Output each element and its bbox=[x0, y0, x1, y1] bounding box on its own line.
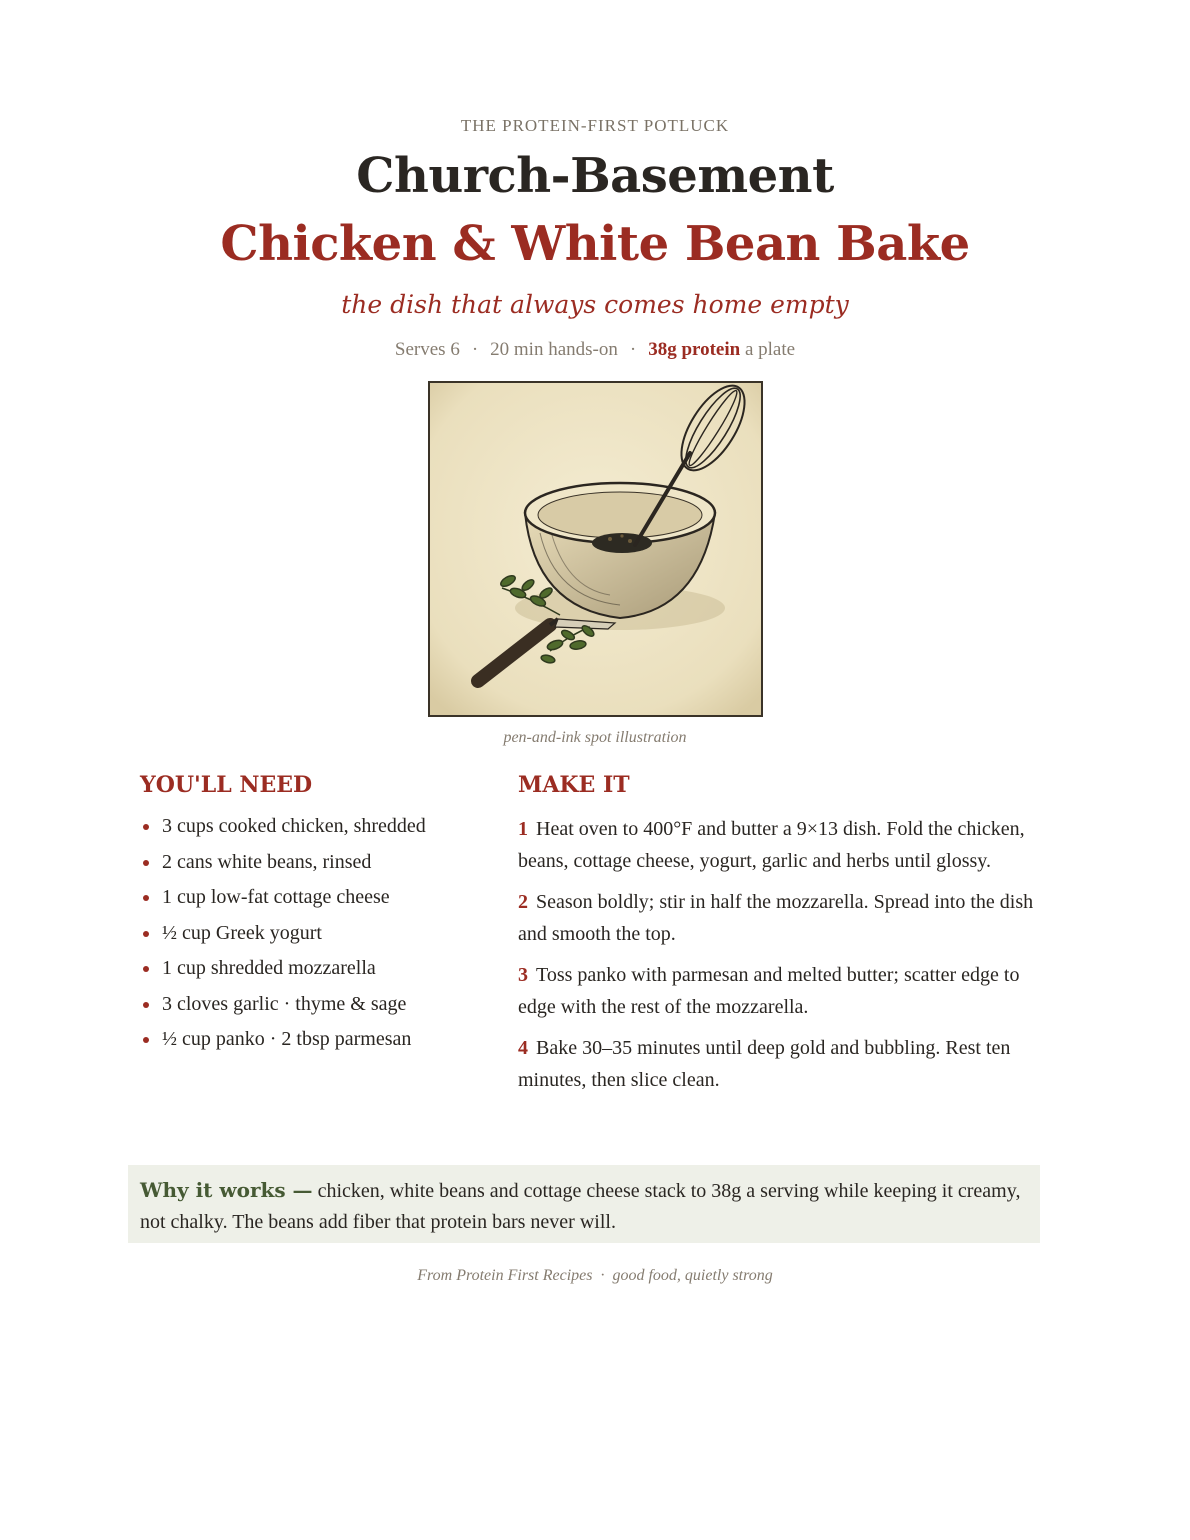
bullet-icon bbox=[143, 966, 149, 972]
step-text: Season boldly; stir in half the mozzarella. Spread into the dish and smooth the top. bbox=[518, 891, 1034, 945]
step bbox=[518, 887, 1038, 950]
step-number: 1 bbox=[518, 818, 528, 840]
step-number: 2 bbox=[518, 891, 528, 913]
mixing-bowl-whisk-icon bbox=[430, 383, 761, 715]
step bbox=[518, 960, 1038, 1023]
list-item bbox=[140, 1027, 480, 1051]
method-heading: MAKE IT bbox=[518, 772, 630, 798]
bullet-icon bbox=[143, 824, 149, 830]
ingredient-text: 1 cup low-fat cottage cheese bbox=[162, 886, 390, 908]
bullet-icon bbox=[143, 895, 149, 901]
ingredients-list bbox=[140, 814, 480, 1051]
ingredient-text: 1 cup shredded mozzarella bbox=[162, 957, 376, 979]
list-item bbox=[140, 921, 480, 945]
bullet-icon bbox=[143, 1002, 149, 1008]
list-item bbox=[140, 885, 480, 909]
protein-suffix: a plate bbox=[744, 339, 796, 360]
bullet-icon bbox=[143, 860, 149, 866]
why-text: chicken, white beans and cottage cheese stack to 38g a serving while keeping it creamy, not chalky. The beans add fiber that protein bars never will. bbox=[140, 1180, 1021, 1233]
hands-on-time: 20 min hands-on bbox=[490, 339, 618, 360]
serves: Serves 6 bbox=[394, 339, 460, 360]
meta-separator: · bbox=[629, 339, 637, 360]
tagline: the dish that always comes home empty bbox=[341, 290, 849, 319]
step-text: Bake 30–35 minutes until deep gold and bubbling. Rest ten minutes, then slice clean. bbox=[518, 1037, 1011, 1091]
ingredient-text: 3 cups cooked chicken, shredded bbox=[162, 815, 426, 837]
footer-source: From Protein First Recipes bbox=[417, 1267, 593, 1284]
list-item bbox=[140, 850, 480, 874]
bullet-icon bbox=[143, 931, 149, 937]
illustration-caption: pen-and-ink spot illustration bbox=[503, 729, 687, 746]
ingredient-text: ½ cup Greek yogurt bbox=[162, 921, 322, 944]
list-item bbox=[140, 814, 480, 838]
spot-illustration bbox=[428, 381, 763, 717]
bullet-icon bbox=[143, 1037, 149, 1043]
recipe-meta bbox=[0, 339, 1190, 361]
footer-motto: good food, quietly strong bbox=[612, 1267, 773, 1284]
step-text: Toss panko with parmesan and melted butter; scatter edge to edge with the rest of the mozzarella. bbox=[518, 964, 1020, 1018]
ingredients-section bbox=[140, 770, 480, 1063]
step bbox=[518, 1033, 1038, 1096]
ingredient-text: 2 cans white beans, rinsed bbox=[162, 850, 372, 873]
footer-separator: · bbox=[600, 1267, 605, 1284]
series-kicker: THE PROTEIN-FIRST POTLUCK bbox=[460, 116, 730, 135]
step-number: 3 bbox=[518, 964, 528, 986]
protein-amount: 38g protein bbox=[648, 339, 741, 360]
meta-separator: · bbox=[471, 339, 479, 360]
why-it-works-callout bbox=[128, 1165, 1040, 1243]
why-lead: Why it works — bbox=[140, 1178, 313, 1202]
footer bbox=[0, 1267, 1190, 1285]
title-line-2: Chicken & White Bean Bake bbox=[220, 216, 970, 272]
ingredients-heading: YOU'LL NEED bbox=[140, 772, 313, 798]
ingredient-text: ½ cup panko · 2 tbsp parmesan bbox=[162, 1028, 412, 1050]
step bbox=[518, 814, 1038, 877]
list-item bbox=[140, 992, 480, 1016]
ingredient-text: 3 cloves garlic · thyme & sage bbox=[162, 992, 407, 1015]
list-item bbox=[140, 956, 480, 980]
method-section bbox=[518, 770, 1038, 1106]
step-text: Heat oven to 400°F and butter a 9×13 dish. Fold the chicken, beans, cottage cheese, yogurt, garlic and herbs until glossy. bbox=[518, 818, 1025, 872]
step-number: 4 bbox=[518, 1037, 528, 1059]
title-line-1: Church-Basement bbox=[356, 148, 834, 204]
